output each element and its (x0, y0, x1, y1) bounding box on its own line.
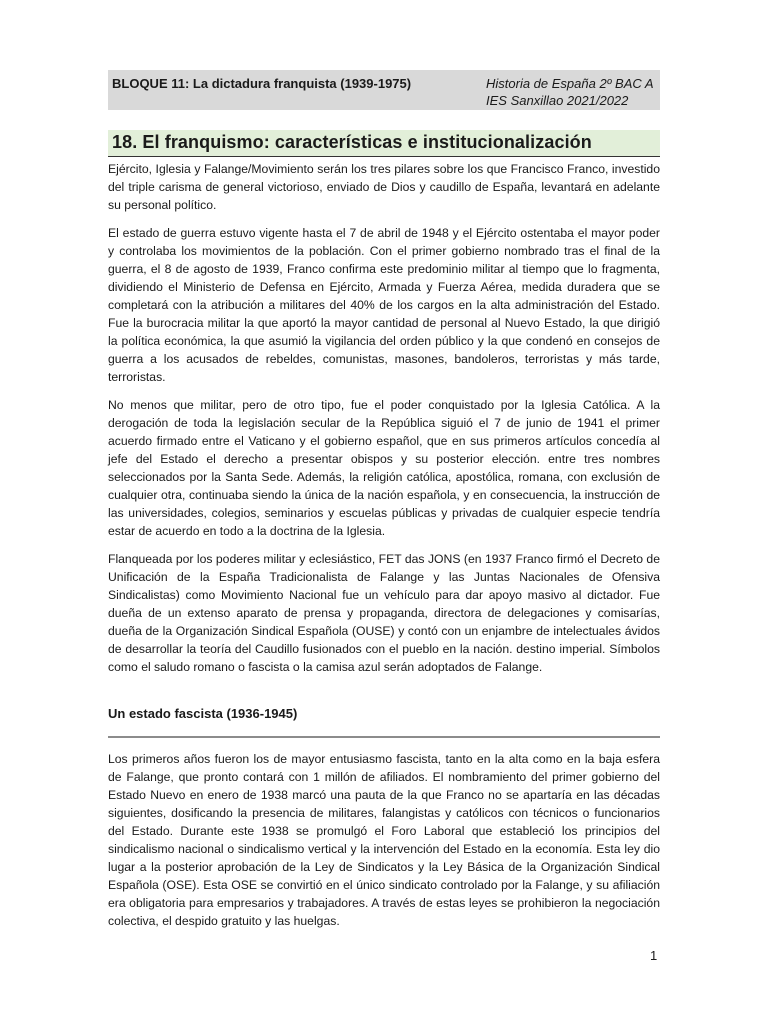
secondary-content (108, 750, 660, 940)
course-line-2: IES Sanxillao 2021/2022 (486, 93, 629, 108)
page-number: 1 (650, 948, 658, 963)
divider (108, 736, 660, 738)
main-content (108, 160, 660, 686)
paragraph-4: Flanqueada por los poderes militar y eclesiástico, FET das JONS (en 1937 Franco firmó el Decreto de Unificación de la España Tradicionalista de Falange y las Juntas Nacionales de Ofensiva Sindicalistas) como Movimiento Nacional fue un vehículo para dar apoyo masivo al dictador. Fue dueña de un extenso aparato de prensa y propaganda, directora de delegaciones y comisarías, dueña de la Organización Sindical Española (OUSE) y contó con un enjambre de intelectuales ávidos de desarrollar la teoría del Caudillo fusionados con el pueblo en la nación. destino imperial. Símbolos como el saludo romano o fascista o la camisa azul serán adoptados de Falange. (108, 552, 660, 674)
course-info (486, 75, 656, 109)
paragraph-3: No menos que militar, pero de otro tipo, fue el poder conquistado por la Iglesia Católica. A la derogación de toda la legislación secular de la República siguió el 7 de junio de 1941 el primer acuerdo firmado entre el Vaticano y el gobierno español, que en sus primeros artículos concedía al jefe del Estado el derecho a presentar obispos y su posterior elección. entre tres nombres seleccionados por la Santa Sede. Además, la religión católica, apostólica, romana, con exclusión de cualquier otra, continuaba siendo la única de la nación española, y en consecuencia, la instrucción de las universidades, colegios, seminarios y escuelas públicas y privadas de cualquier especie tendría estar de acuerdo en todo a la doctrina de la Iglesia. (108, 398, 660, 538)
block-title: BLOQUE 11: La dictadura franquista (1939-1975) (112, 76, 412, 91)
section-title: 18. El franquismo: características e institucionalización (112, 132, 592, 152)
subheading: Un estado fascista (1936-1945) (108, 706, 298, 721)
course-line-1: Historia de España 2º BAC A (486, 76, 654, 91)
paragraph-5: Los primeros años fueron los de mayor entusiasmo fascista, tanto en la alta como en la baja esfera de Falange, que pronto contará con 1 millón de afiliados. El nombramiento del primer gobierno del Estado Nuevo en enero de 1938 marcó una pauta de la que Franco no se apartaría en las décadas siguientes, dosificando la presencia de militares, falangistas y católicos con técnicos o funcionarios del Estado. Durante este 1938 se promulgó el Foro Laboral que estableció los principios del sindicalismo nacional o sindicalismo vertical y la intervención del Estado en la economía. Esta ley dio lugar a la posterior aprobación de la Ley de Sindicatos y la Ley Básica de la Organización Sindical Española (OSE). Esta OSE se convirtió en el único sindicato controlado por la Falange, y su afiliación era obligatoria para empresarios y trabajadores. A través de estas leyes se prohibieron la negociación colectiva, el despido gratuito y las huelgas. (108, 752, 660, 928)
document-header (108, 70, 660, 110)
paragraph-2: El estado de guerra estuvo vigente hasta el 7 de abril de 1948 y el Ejército ostentaba el mayor poder y controlaba los movimientos de la población. Con el primer gobierno nombrado tras el final de la guerra, el 8 de agosto de 1939, Franco confirma este predominio militar al tiempo que lo fragmenta, dividiendo el Ministerio de Defensa en Ejército, Armada y Fuerza Aérea, medida duradera que se completará con la atribución a militares del 40% de los cargos en la alta administración del Estado. Fue la burocracia militar la que aportó la mayor cantidad de personal al Nuevo Estado, la que dirigió la política económica, la que asumió la vigilancia del orden público y la que condenó en consejos de guerra a los acusados de rebeldes, comunistas, masones, bandoleros, terroristas y más tarde, terroristas. (108, 226, 660, 384)
section-title-box (108, 130, 660, 157)
paragraph-1: Ejército, Iglesia y Falange/Movimiento serán los tres pilares sobre los que Francisco Franco, investido del triple carisma de general victorioso, enviado de Dios y caudillo de España, levantará en adelante su personal político. (108, 162, 660, 212)
